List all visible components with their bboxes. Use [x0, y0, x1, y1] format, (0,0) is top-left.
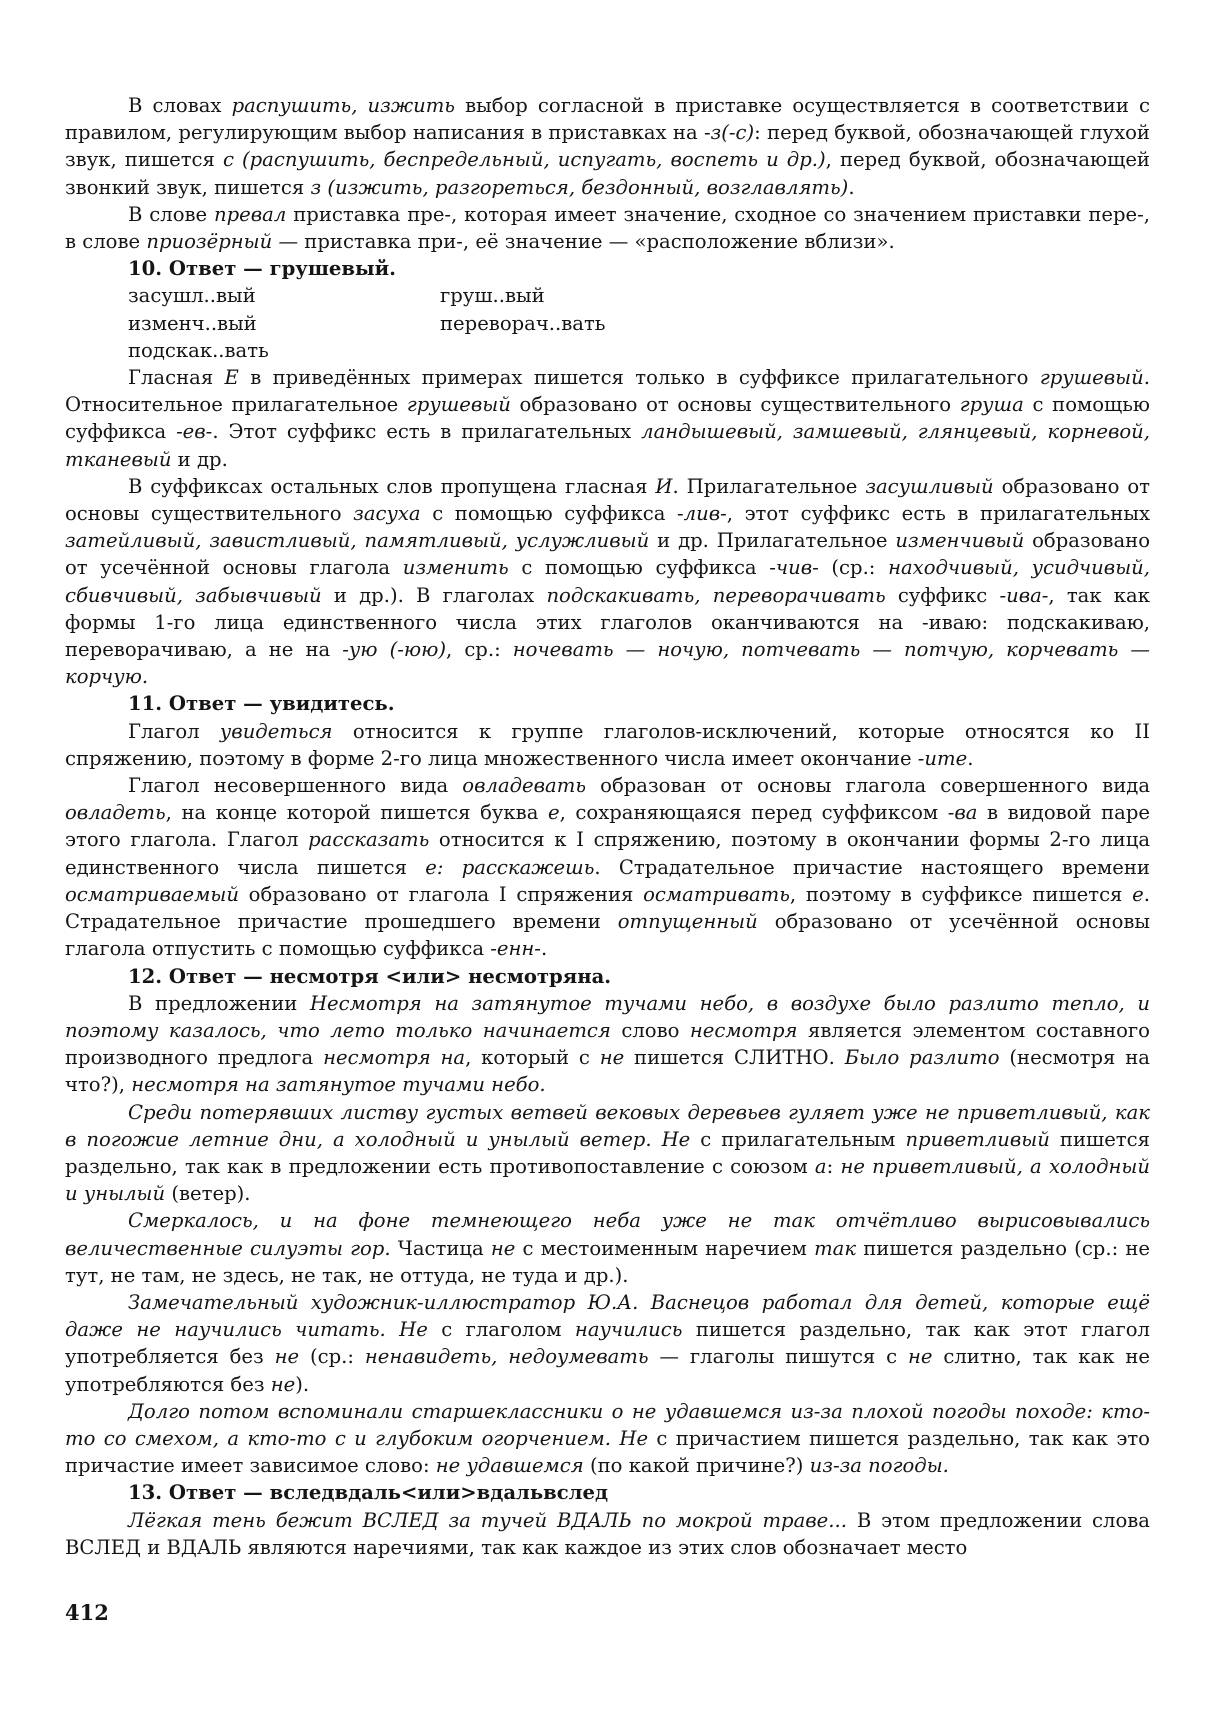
italic-example: е — [547, 801, 560, 825]
italic-example: -чив- — [769, 556, 819, 580]
italic-example: а — [814, 1154, 827, 1178]
italic-example: превал — [214, 202, 287, 226]
paragraph — [65, 201, 1150, 255]
text-run: в приведённых примерах пишется только в суффиксе прилагательного — [238, 366, 1040, 390]
text-run: (ср.: — [818, 556, 889, 580]
text-run: пишется СЛИТНО. — [624, 1046, 845, 1070]
italic-example: Замечательный художник-иллюстратор Ю.А. Васнецов работал для детей, которые ещё даже не научились читать. Не — [65, 1290, 1150, 1342]
text-run: пишется раздельно (ср.: не тут, не там, не здесь, не так, не оттуда, не туда и др.). — [65, 1236, 1150, 1287]
text-run: ). — [295, 1372, 310, 1396]
italic-example: не — [270, 1372, 296, 1396]
text-run: с помощью суффикса — [65, 393, 1150, 444]
paragraph — [65, 1207, 1150, 1289]
text-run: В слове — [128, 202, 215, 226]
text-run: является элементом составного производного предлога — [65, 1018, 1150, 1070]
italic-example: несмотря на затянутое тучами небо. — [131, 1073, 546, 1097]
italic-example: рассказать — [308, 828, 430, 852]
paragraph — [65, 718, 1150, 772]
text-run: относится к группе глаголов-исключений, которые относятся ко II спряжению, поэтому в форме 2-го лица множественного числа имеет окончание — [65, 719, 1150, 770]
italic-example: ненавидеть, недоумевать — [364, 1345, 649, 1369]
text-run: с причастием пишется раздельно, так как это причастие имеет зависимое слово: — [65, 1426, 1150, 1478]
italic-example: отпущенный — [617, 910, 758, 934]
italic-example: грушевый — [1039, 366, 1144, 390]
text-run: , который с — [465, 1046, 600, 1070]
italic-example: засуха — [353, 502, 421, 526]
italic-example: не приветливый, а холодный и унылый — [65, 1154, 1150, 1206]
text-run: , так как формы 1-го лица единственного числа этих глаголов оканчиваются на -иваю: подскакиваю, переворачиваю, а не на — [65, 583, 1150, 662]
italic-example: несмотря на — [323, 1046, 466, 1070]
italic-example: -ите — [917, 746, 968, 770]
word-item: груш..вый — [440, 284, 545, 308]
text-run: слитно, так как не употребляются без — [65, 1345, 1150, 1396]
paragraph — [65, 1398, 1150, 1480]
italic-example: не — [908, 1345, 933, 1369]
italic-example: не удавшемся — [435, 1454, 584, 1478]
italic-example: -енн- — [490, 937, 541, 961]
text-run: образовано от основы существительного — [65, 474, 1150, 526]
italic-example: осматриваемый — [65, 882, 239, 906]
text-run: образовано от основы существительного — [510, 393, 960, 417]
italic-example: не — [490, 1236, 516, 1260]
word-item: подскак..вать — [128, 338, 269, 362]
italic-example: приозёрный — [146, 230, 273, 254]
italic-example: -ев- — [176, 420, 213, 444]
word-list — [65, 282, 1150, 364]
answer-heading: 12. Ответ — несмотря <или> несмотряна. — [128, 964, 612, 988]
text-run: (несмотря на что?), — [65, 1046, 1150, 1097]
text-run: в видовой паре этого глагола. Глагол — [65, 801, 1150, 852]
italic-example: с (распушить, беспредельный, испугать, воспеть и др.) — [222, 148, 826, 172]
italic-example: несмотря — [689, 1018, 798, 1042]
italic-example: научились — [574, 1318, 683, 1342]
text-run: , перед буквой, обозначающей звонкий звук, пишется — [65, 148, 1150, 199]
italic-example: изменить — [402, 556, 509, 580]
text-run: Частица — [390, 1236, 491, 1260]
italic-example: так — [814, 1236, 857, 1260]
text-run: и др. Прилагательное — [649, 529, 896, 553]
text-run: с местоименным наречием — [515, 1236, 815, 1260]
text-run: с глаголом — [427, 1318, 575, 1342]
italic-example: осматривать — [643, 882, 790, 906]
text-run: с помощью суффикса — [508, 556, 770, 580]
text-run: . Относительное прилагательное — [65, 366, 1150, 417]
text-run: . Этот суффикс есть в прилагательных — [212, 420, 642, 444]
italic-example: е — [1132, 882, 1144, 906]
italic-example: не — [274, 1345, 300, 1369]
italic-example: И — [655, 474, 673, 498]
text-run: пишется раздельно, так как этот глагол употребляется без — [65, 1318, 1150, 1369]
text-run: и др. — [171, 447, 228, 471]
word-item: засушл..вый — [128, 284, 256, 308]
text-run: Глагол несовершенного вида — [128, 774, 463, 798]
italic-example: -ую (-юю) — [342, 638, 447, 662]
text-run: В суффиксах остальных слов пропущена гласная — [128, 474, 656, 498]
italic-example: Среди потерявших листву густых ветвей вековых деревьев гуляет уже не приветливый, как в погожие летние дни, а холодный и унылый ветер. Не — [65, 1100, 1150, 1151]
paragraph — [65, 990, 1150, 1099]
italic-example: Долго потом вспоминали старшеклассники о не удавшемся из-за плохой погоды походе: кто-то со смехом, а кто-то с и глубоким огорчением. Не — [65, 1399, 1150, 1450]
text-run: Глагол — [128, 719, 220, 743]
text-run: . — [540, 937, 548, 961]
text-run: суффикс — [885, 583, 1000, 607]
answer-heading: 13. Ответ — вследвдаль<или>вдальвслед — [128, 1481, 609, 1505]
text-run: . — [848, 175, 855, 199]
text-run: . Страдательное причастие прошедшего времени — [65, 882, 1150, 934]
italic-example: приветливый — [905, 1127, 1050, 1151]
word-item: переворач..вать — [440, 311, 606, 335]
text-run: образовано от усечённой основы глагола — [65, 529, 1150, 580]
text-run: Гласная — [128, 366, 225, 390]
italic-example: овладевать — [462, 774, 586, 798]
answer-heading: 11. Ответ — увидитесь. — [128, 692, 395, 716]
italic-example: ночевать — ночую, потчевать — потчую, корчевать — корчую. — [65, 638, 1150, 689]
italic-example: Было разлито — [844, 1046, 1000, 1070]
text-run: , сохраняющаяся перед суффиксом — [559, 801, 948, 825]
italic-example: Лёгкая тень бежит ВСЛЕД за тучей ВДАЛЬ по мокрой траве... — [128, 1508, 847, 1532]
text-run: , этот суффикс есть в прилагательных — [726, 502, 1150, 526]
paragraph — [65, 1099, 1150, 1208]
italic-example: Е — [224, 366, 239, 390]
italic-example: не — [599, 1046, 625, 1070]
text-run: : — [826, 1154, 841, 1178]
answer-heading: 10. Ответ — грушевый. — [128, 257, 396, 281]
italic-example: овладеть — [65, 801, 166, 825]
italic-example: распушить, изжить — [231, 94, 455, 117]
text-run: , поэтому в суффиксе пишется — [789, 882, 1133, 906]
italic-example: увидеться — [219, 719, 333, 743]
paragraph — [65, 364, 1150, 473]
text-run: выбор согласной в приставке осуществляется в соответствии с правилом, регулирующим выбор написания в приставках на — [65, 94, 1150, 145]
text-run: — приставка при-, её значение — «расположение вблизи». — [272, 230, 895, 254]
italic-example: -з(-с) — [703, 121, 755, 145]
text-run: образовано от усечённой основы глагола отпустить с помощью суффикса — [65, 910, 1150, 961]
italic-example: груша — [959, 393, 1024, 417]
italic-example: е: расскажешь — [425, 855, 595, 879]
paragraph — [65, 1289, 1150, 1398]
paragraph — [65, 473, 1150, 691]
italic-example: изменчивый — [895, 529, 1025, 553]
italic-example: затейливый, завистливый, памятливый, услужливый — [65, 529, 650, 553]
text-run: приставка пре-, которая имеет значение, сходное со значением приставки пере-, в слове — [65, 202, 1150, 254]
paragraph — [65, 772, 1150, 962]
italic-example: ландышевый, замшевый, глянцевый, корневой, тканевый — [65, 420, 1150, 471]
italic-example: из-за погоды. — [809, 1454, 949, 1478]
text-run: образовано от глагола I спряжения — [238, 882, 644, 906]
text-run: : перед буквой, обозначающей глухой звук, пишется — [65, 121, 1150, 172]
text-run: , ср.: — [446, 638, 513, 662]
page-text — [65, 92, 1150, 1561]
italic-example: Смеркалось, и на фоне темнеющего неба уже не так отчётливо вырисовывались величественные силуэты гор. — [65, 1209, 1150, 1260]
text-run: относится к I спряжению, поэтому в окончании формы 2-го лица единственного числа пишется — [65, 828, 1150, 879]
paragraph — [65, 1507, 1150, 1561]
text-run: (ветер). — [165, 1182, 251, 1206]
italic-example: -ва — [947, 801, 978, 825]
italic-example: з (изжить, разгореться, бездонный, возглавлять) — [310, 175, 849, 199]
text-run: с помощью суффикса — [420, 502, 677, 526]
text-run: образован от основы глагола совершенного вида — [586, 774, 1150, 798]
italic-example: -ива- — [999, 583, 1049, 607]
text-run: (ср.: — [299, 1345, 365, 1369]
page-number: 412 — [65, 1600, 109, 1625]
word-item: изменч..вый — [128, 311, 257, 335]
text-run: В словах — [128, 94, 232, 117]
text-run: . Прилагательное — [672, 474, 866, 498]
text-run: с прилагательным — [690, 1127, 906, 1151]
italic-example: подскакивать, переворачивать — [546, 583, 886, 607]
italic-example: Несмотря на затянутое тучами небо, в воздухе было разлито тепло, и поэтому казалось, что лето только начинается — [65, 991, 1150, 1042]
text-run: слово — [610, 1018, 690, 1042]
text-run: . Страдательное причастие настоящего времени — [594, 855, 1150, 879]
text-run: В этом предложении слова ВСЛЕД и ВДАЛЬ являются наречиями, так как каждое из этих слов обозначает место — [65, 1508, 1150, 1559]
text-run: В предложении — [128, 991, 310, 1015]
paragraph — [65, 92, 1150, 201]
italic-example: находчивый, усидчивый, сбивчивый, забывчивый — [65, 556, 1151, 607]
text-run: (по какой причине?) — [583, 1454, 810, 1478]
text-run: . — [967, 746, 974, 770]
text-run: пишется раздельно, так как в предложении есть противопоставление с союзом — [65, 1127, 1150, 1178]
italic-example: засушливый — [865, 474, 994, 498]
italic-example: грушевый — [406, 393, 511, 417]
text-run: и др.). В глаголах — [321, 583, 547, 607]
text-run: — глаголы пишутся с — [648, 1345, 908, 1369]
italic-example: -лив- — [676, 502, 727, 526]
text-run: , на конце которой пишется буква — [165, 801, 548, 825]
